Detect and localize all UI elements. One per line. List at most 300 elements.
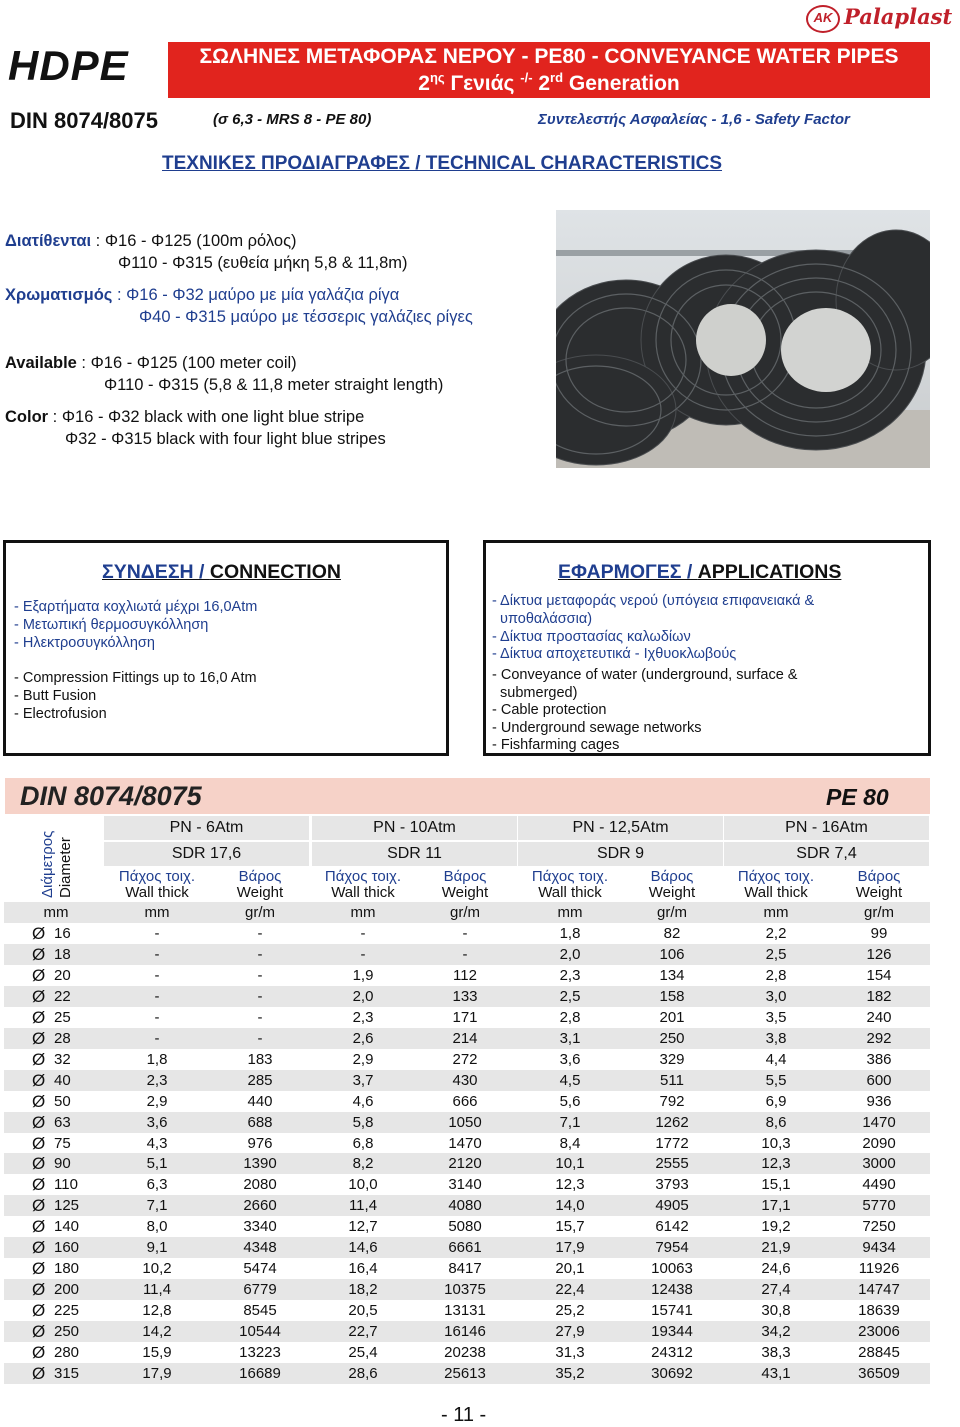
table-cell: 511 [660, 1072, 684, 1089]
diameter-symbol: Ø [32, 1029, 46, 1048]
diameter-value: 25 [54, 1009, 71, 1026]
table-cell: 8,2 [352, 1155, 374, 1172]
table-cell: 5,6 [559, 1093, 581, 1110]
table-cell: 25613 [444, 1365, 486, 1382]
unit-cell: gr/m [657, 904, 687, 921]
table-cell: 6,3 [146, 1176, 168, 1193]
table-cell: 9434 [862, 1239, 896, 1256]
wall-header-gr: Πάχος τοιχ. [324, 868, 402, 885]
weight-header-en: Weight [441, 884, 489, 901]
connection-box [3, 540, 449, 756]
table-cell: 14,6 [348, 1239, 378, 1256]
connection-gr-item: - Ηλεκτροσυγκόλληση [14, 635, 155, 651]
table-cell: 38,3 [761, 1344, 791, 1361]
table-cell: 8,0 [146, 1218, 168, 1235]
table-cell: 30,8 [761, 1302, 791, 1319]
table-cell: 792 [659, 1093, 685, 1110]
en-color-value-1: : Φ16 - Φ32 black with one light blue stripe [48, 408, 365, 426]
diameter-value: 200 [54, 1281, 80, 1298]
logo-text: Palaplast [844, 4, 953, 29]
table-cell: 27,4 [761, 1281, 791, 1298]
table-cell: 30692 [651, 1365, 693, 1382]
wall-header-gr: Πάχος τοιχ. [118, 868, 196, 885]
table-cell: 12,7 [348, 1218, 378, 1235]
diameter-value: 125 [54, 1197, 80, 1214]
applications-title-en: APPLICATIONS [697, 561, 842, 583]
table-cell: 8,4 [559, 1135, 581, 1152]
table-cell: 154 [866, 967, 892, 984]
table-cell: - [360, 925, 366, 942]
diameter-value: 32 [54, 1051, 71, 1068]
table-cell: 4,4 [765, 1051, 787, 1068]
table-cell: 1470 [862, 1114, 896, 1131]
t2-mid: Γενιάς [444, 72, 521, 95]
table-cell: 158 [659, 988, 685, 1005]
table-cell: 3340 [243, 1218, 277, 1235]
unit-cell: mm [557, 904, 583, 921]
diameter-value: 16 [54, 925, 71, 942]
diameter-symbol: Ø [32, 1217, 46, 1236]
table-cell: 688 [247, 1114, 273, 1131]
en-available-1 [5, 352, 297, 374]
table-cell: 3,7 [352, 1072, 374, 1089]
table-cell: - [257, 946, 263, 963]
diameter-value: 28 [54, 1030, 71, 1047]
table-cell: - [154, 946, 160, 963]
wall-header-gr: Πάχος τοιχ. [531, 868, 609, 885]
table-cell: 2,9 [352, 1051, 374, 1068]
pipe-coils-photo [556, 210, 930, 468]
table-cell: 6142 [655, 1218, 689, 1235]
table-cell: 2,9 [146, 1093, 168, 1110]
weight-header-gr: Βάρος [443, 868, 487, 885]
t2-sup1: ης [429, 70, 445, 85]
diameter-symbol: Ø [32, 1301, 46, 1320]
table-cell: 18639 [858, 1302, 900, 1319]
diameter-value: 180 [54, 1260, 80, 1277]
table-cell: 1,9 [352, 967, 374, 984]
gr-color-1 [5, 284, 399, 306]
table-cell: 272 [452, 1051, 478, 1068]
table-cell: 10,2 [142, 1260, 172, 1277]
table-cell: 976 [247, 1135, 273, 1152]
table-cell: 329 [659, 1051, 685, 1068]
table-cell: 4348 [243, 1239, 277, 1256]
diameter-symbol: Ø [32, 1343, 46, 1362]
table-cell: 666 [452, 1093, 478, 1110]
table-cell: 2120 [448, 1155, 482, 1172]
table-cell: 1772 [655, 1135, 689, 1152]
table-cell: 2080 [243, 1176, 277, 1193]
table-cell: 3,1 [559, 1030, 581, 1047]
weight-header-en: Weight [236, 884, 284, 901]
table-cell: 15,9 [142, 1344, 172, 1361]
table-cell: 1,8 [559, 925, 581, 942]
connection-title-en: CONNECTION [209, 561, 341, 583]
table-cell: 8,6 [765, 1114, 787, 1131]
wall-header-en: Wall thick [744, 884, 808, 901]
table-cell: 936 [866, 1093, 892, 1110]
diameter-symbol: Ø [32, 1071, 46, 1090]
t2-pre: 2 [418, 72, 430, 95]
table-cell: 182 [866, 988, 892, 1005]
diameter-value: 315 [54, 1365, 80, 1382]
table-cell: 5080 [448, 1218, 482, 1235]
diameter-value: 250 [54, 1323, 80, 1340]
table-cell: 27,9 [555, 1323, 585, 1340]
table-cell: 1262 [655, 1114, 689, 1131]
weight-header-en: Weight [855, 884, 903, 901]
table-cell: 5,1 [146, 1155, 168, 1172]
table-cell: - [154, 967, 160, 984]
table-cell: - [462, 946, 468, 963]
table-cell: 25,2 [555, 1302, 585, 1319]
gr-available-value-1: : Φ16 - Φ125 (100m ρόλος) [91, 232, 297, 250]
diameter-value: 140 [54, 1218, 80, 1235]
table-cell: - [257, 967, 263, 984]
table-cell: - [257, 988, 263, 1005]
table-cell: 10063 [651, 1260, 693, 1277]
table-cell: 6,9 [765, 1093, 787, 1110]
table-cell: 4490 [862, 1176, 896, 1193]
table-cell: 2,6 [352, 1030, 374, 1047]
table-cell: 5474 [243, 1260, 277, 1277]
diameter-symbol: Ø [32, 945, 46, 964]
table-cell: 250 [659, 1030, 685, 1047]
table-cell: 2,5 [559, 988, 581, 1005]
diameter-value: 280 [54, 1344, 80, 1361]
table-cell: 10375 [444, 1281, 486, 1298]
table-cell: 1050 [448, 1114, 482, 1131]
table-cell: 8417 [448, 1260, 482, 1277]
table-cell: 292 [866, 1030, 892, 1047]
table-cell: 17,1 [761, 1197, 791, 1214]
table-cell: 35,2 [555, 1365, 585, 1382]
diameter-symbol: Ø [32, 1134, 46, 1153]
table-cell: 11926 [858, 1260, 900, 1277]
table-cell: 24312 [651, 1344, 693, 1361]
unit-cell: gr/m [450, 904, 480, 921]
en-color-label: Color [5, 408, 49, 426]
table-cell: 440 [247, 1093, 273, 1110]
diameter-symbol: Ø [32, 1050, 46, 1069]
table-cell: 17,9 [142, 1365, 172, 1382]
table-cell: 14,2 [142, 1323, 172, 1340]
table-cell: 201 [659, 1009, 685, 1026]
table-cell: - [257, 1030, 263, 1047]
diameter-value: 40 [54, 1072, 71, 1089]
table-cell: 600 [866, 1072, 892, 1089]
connection-title-gr: ΣΥΝΔΕΣΗ / [102, 561, 210, 583]
title-line-2 [168, 70, 930, 96]
diameter-symbol: Ø [32, 1113, 46, 1132]
table-cell: 14747 [858, 1281, 900, 1298]
table-cell: 99 [870, 925, 888, 942]
table-cell: 13131 [444, 1302, 486, 1319]
diameter-symbol: Ø [32, 1154, 46, 1173]
diameter-symbol: Ø [32, 1092, 46, 1111]
table-cell: 2555 [655, 1155, 689, 1172]
table-cell: 7954 [655, 1239, 689, 1256]
diameter-symbol: Ø [32, 1259, 46, 1278]
table-cell: 11,4 [142, 1281, 172, 1298]
en-available-label: Available [5, 354, 77, 372]
en-available-value-1: : Φ16 - Φ125 (100 meter coil) [76, 354, 297, 372]
table-cell: 3,8 [765, 1030, 787, 1047]
table-cell: - [257, 1009, 263, 1026]
table-cell: - [154, 1009, 160, 1026]
table-cell: 7,1 [559, 1114, 581, 1131]
page-number: - 11 - [441, 1404, 487, 1426]
table-cell: 19344 [651, 1323, 693, 1340]
diameter-value: 110 [54, 1176, 78, 1193]
weight-header-en: Weight [648, 884, 696, 901]
table-cell: 3793 [655, 1176, 689, 1193]
diameter-symbol: Ø [32, 1280, 46, 1299]
safety-factor-label: Συντελεστής Ασφαλείας - 1,6 - Safety Factor [538, 111, 850, 128]
applications-gr-item: υποθαλάσσια) [492, 611, 593, 627]
table-cell: 2,5 [765, 946, 787, 963]
table-cell: 3000 [862, 1155, 896, 1172]
table-cell: 10,1 [555, 1155, 585, 1172]
table-cell: 22,4 [555, 1281, 585, 1298]
table-cell: 12,3 [555, 1176, 585, 1193]
table-cell: 134 [659, 967, 685, 984]
table-cell: 2,8 [559, 1009, 581, 1026]
table-cell: 133 [452, 988, 478, 1005]
diameter-symbol: Ø [32, 1322, 46, 1341]
gr-color-label: Χρωματισμός [5, 286, 113, 304]
en-available-2: Φ110 - Φ315 (5,8 & 11,8 meter straight length) [104, 376, 444, 394]
table-cell: 2,0 [352, 988, 374, 1005]
table-cell: 20,5 [348, 1302, 378, 1319]
unit-cell: mm [350, 904, 376, 921]
table-cell: 12,8 [142, 1302, 172, 1319]
table-cell: 6661 [448, 1239, 482, 1256]
gr-available-2: Φ110 - Φ315 (ευθεία μήκη 5,8 & 11,8m) [118, 254, 408, 272]
gr-available-label: Διατίθενται [5, 232, 92, 250]
table-cell: 126 [866, 946, 892, 963]
wall-header-en: Wall thick [125, 884, 189, 901]
product-title: HDPE [8, 42, 129, 89]
en-color-1 [5, 406, 364, 428]
table-cell: 13223 [239, 1344, 281, 1361]
diameter-value: 75 [54, 1135, 71, 1152]
applications-title-gr: ΕΦΑΡΜΟΓΕΣ / [558, 561, 698, 583]
table-cell: 386 [866, 1051, 892, 1068]
connection-title [102, 561, 341, 584]
table-cell: 285 [247, 1072, 273, 1089]
table-cell: 2,3 [146, 1072, 168, 1089]
table-cell: 5770 [862, 1197, 896, 1214]
connection-en-item: - Compression Fittings up to 16,0 Atm [14, 670, 257, 686]
table-cell: 112 [453, 967, 477, 984]
diameter-value: 18 [54, 946, 71, 963]
diameter-symbol: Ø [32, 924, 46, 943]
table-cell: 2660 [243, 1197, 277, 1214]
diameter-value: 22 [54, 988, 71, 1005]
applications-gr-item: - Δίκτυα μεταφοράς νερού (υπόγεια επιφανειακά & [492, 593, 815, 609]
unit-cell: mm [763, 904, 789, 921]
table-cell: 3,0 [765, 988, 787, 1005]
connection-en-item: - Butt Fusion [14, 688, 97, 704]
table-cell: 2,8 [765, 967, 787, 984]
table-cell: - [462, 925, 468, 942]
table-cell: 3,6 [559, 1051, 581, 1068]
wall-header-gr: Πάχος τοιχ. [737, 868, 815, 885]
palaplast-logo [806, 4, 956, 30]
weight-header-gr: Βάρος [857, 868, 901, 885]
table-cell: 4905 [655, 1197, 689, 1214]
table-cell: 24,6 [761, 1260, 791, 1277]
en-color-2: Φ32 - Φ315 black with four light blue stripes [65, 430, 386, 448]
title-banner [168, 42, 930, 98]
diameter-value: 160 [54, 1239, 80, 1256]
applications-gr-item: - Δίκτυα αποχετευτικά - Ιχθυοκλωβούς [492, 646, 737, 662]
table-cell: 82 [663, 925, 681, 942]
table-cell: - [360, 946, 366, 963]
applications-en-item: submerged) [492, 685, 578, 701]
table-cell: 3,6 [146, 1114, 168, 1131]
table-cell: 240 [866, 1009, 892, 1026]
applications-title [558, 561, 841, 584]
table-cell: 28,6 [348, 1365, 378, 1382]
table-cell: 5,8 [352, 1114, 374, 1131]
applications-en-item: - Fishfarming cages [492, 737, 620, 753]
weight-header-gr: Βάρος [238, 868, 282, 885]
sdr-header: SDR 11 [387, 845, 442, 862]
diameter-value: 63 [54, 1114, 71, 1131]
table-cell: 171 [452, 1009, 478, 1026]
unit-cell: gr/m [245, 904, 275, 921]
unit-mm: mm [43, 904, 69, 921]
diameter-value: 50 [54, 1093, 71, 1110]
sigma-label: (σ 6,3 - MRS 8 - PE 80) [213, 111, 372, 128]
table-cell: 11,4 [348, 1197, 378, 1214]
applications-en-item: - Cable protection [492, 702, 607, 718]
weight-header-gr: Βάρος [650, 868, 694, 885]
table-cell: 106 [659, 946, 685, 963]
table-cell: 4,3 [146, 1135, 168, 1152]
table-cell: 1390 [243, 1155, 277, 1172]
table-cell: 4,6 [352, 1093, 374, 1110]
diameter-value: 225 [54, 1302, 80, 1319]
wall-header-en: Wall thick [538, 884, 602, 901]
table-cell: 7,1 [146, 1197, 168, 1214]
sdr-header: SDR 7,4 [796, 845, 857, 862]
diameter-label-en: Diameter [57, 837, 74, 898]
table-cell: - [257, 925, 263, 942]
table-cell: 10,0 [348, 1176, 378, 1193]
table-cell: 2,0 [559, 946, 581, 963]
sdr-header: SDR 17,6 [171, 845, 242, 862]
pn-header: PN - 10Atm [373, 819, 456, 836]
table-material: PE 80 [826, 784, 889, 810]
connection-gr-item: - Εξαρτήματα κοχλιωτά μέχρι 16,0Atm [14, 599, 258, 615]
table-cell: 15,7 [555, 1218, 585, 1235]
diameter-symbol: Ø [32, 1175, 46, 1194]
applications-en-item: - Conveyance of water (underground, surface & [492, 667, 798, 683]
t2-sup2: -/- [520, 70, 533, 85]
table-cell: 15,1 [761, 1176, 791, 1193]
gr-available-1 [5, 230, 297, 252]
table-cell: 1470 [448, 1135, 482, 1152]
table-cell: 1,8 [146, 1051, 168, 1068]
table-cell: 16,4 [348, 1260, 378, 1277]
gr-color-value-1: : Φ16 - Φ32 μαύρο με μία γαλάζια ρίγα [112, 286, 400, 304]
unit-cell: mm [144, 904, 170, 921]
table-cell: 2090 [862, 1135, 896, 1152]
diameter-symbol: Ø [32, 966, 46, 985]
diameter-symbol: Ø [32, 1008, 46, 1027]
table-cell: 15741 [651, 1302, 693, 1319]
table-cell: 5,5 [765, 1072, 787, 1089]
table-cell: 8545 [243, 1302, 277, 1319]
sdr-header: SDR 9 [596, 845, 645, 862]
pn-header: PN - 6Atm [169, 819, 244, 836]
table-cell: 16146 [444, 1323, 486, 1340]
diameter-label [36, 820, 80, 900]
title-line-1: ΣΩΛΗΝΕΣ ΜΕΤΑΦΟΡΑΣ ΝΕΡΟΥ - PE80 - CONVEYANCE WATER PIPES [199, 45, 899, 68]
table-cell: 12438 [651, 1281, 693, 1298]
table-cell: 10,3 [761, 1135, 791, 1152]
diameter-value: 20 [54, 967, 71, 984]
table-cell: 6779 [243, 1281, 277, 1298]
applications-en-item: - Underground sewage networks [492, 720, 702, 736]
diameter-value: 90 [54, 1155, 71, 1172]
table-cell: 4080 [448, 1197, 482, 1214]
table-cell: 22,7 [348, 1323, 378, 1340]
table-cell: 18,2 [348, 1281, 378, 1298]
diameter-symbol: Ø [32, 1364, 46, 1383]
table-cell: 214 [452, 1030, 478, 1047]
table-cell: 36509 [858, 1365, 900, 1382]
table-cell: 21,9 [761, 1239, 791, 1256]
table-cell: - [154, 925, 160, 942]
table-cell: 34,2 [761, 1323, 791, 1340]
table-cell: 28845 [858, 1344, 900, 1361]
connection-en-item: - Electrofusion [14, 706, 107, 722]
table-cell: 14,0 [555, 1197, 585, 1214]
table-cell: 20,1 [555, 1260, 585, 1277]
table-cell: 16689 [239, 1365, 281, 1382]
table-cell: 2,2 [765, 925, 787, 942]
pn-header: PN - 12,5Atm [572, 819, 669, 836]
table-cell: 43,1 [761, 1365, 791, 1382]
table-cell: 10544 [239, 1323, 281, 1340]
wall-header-en: Wall thick [331, 884, 395, 901]
table-cell: 23006 [858, 1323, 900, 1340]
t2-post: Generation [563, 72, 680, 95]
tech-title: ΤΕΧΝΙΚΕΣ ΠΡΟΔΙΑΓΡΑΦΕΣ / TECHNICAL CHARACTERISTICS [162, 153, 723, 174]
diameter-symbol: Ø [32, 987, 46, 1006]
diameter-label-gr: Διάμετρος [39, 830, 56, 898]
table-cell: 19,2 [761, 1218, 791, 1235]
diameter-symbol: Ø [32, 1196, 46, 1215]
table-cell: 12,3 [761, 1155, 791, 1172]
table-cell: 20238 [444, 1344, 486, 1361]
table-cell: - [154, 988, 160, 1005]
pn-header: PN - 16Atm [785, 819, 868, 836]
table-cell: 31,3 [555, 1344, 585, 1361]
table-cell: 430 [452, 1072, 478, 1089]
applications-gr-item: - Δίκτυα προστασίας καλωδίων [492, 629, 691, 645]
unit-cell: gr/m [864, 904, 894, 921]
table-cell: 183 [247, 1051, 273, 1068]
connection-gr-item: - Μετωπική θερμοσυγκόλληση [14, 617, 209, 633]
table-standard: DIN 8074/8075 [20, 781, 202, 811]
table-cell: 3,5 [765, 1009, 787, 1026]
